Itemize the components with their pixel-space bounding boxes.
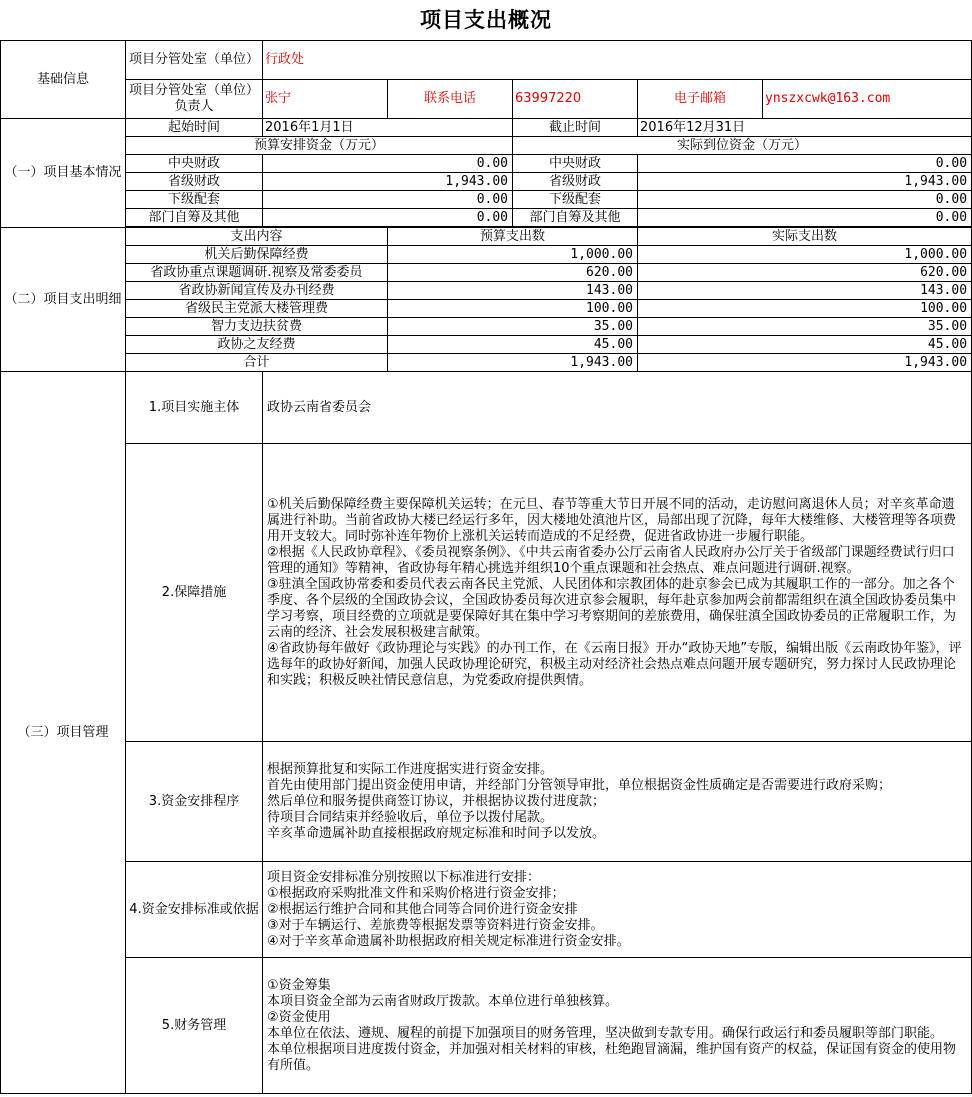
end-value: 2016年12月31日	[638, 119, 972, 137]
budget-amount: 0.00	[263, 209, 513, 227]
expense-actual: 143.00	[638, 282, 972, 300]
phone-value: 63997220	[513, 80, 638, 119]
management-item-text: ①机关后勤保障经费主要保障机关运转；在元旦、春节等重大节日开展不同的活动，走访慰问离退休人员；对辛亥革命遗属进行补助。当前省政协大楼已经运行多年，因大楼地处滇池片区，局部出现了沉降，每年大楼维修、大楼管理等各项费用开支较大。同时弥补连年物价上涨机关运转而造成的不足经费，促进省政协进一步履行职能。 ②根据《人民政协章程》、《委员视察条例》、《中共云南省委办公厅云南省人民政府办公厅关于省级部门课题经费试行归口管理的通知》等精神，省政协每年精心挑选并组织10个重点课题和社会热点、难点问题进行调研.视察。 ③驻滇全国政协常委和委员代表云南各民主党派、人民团体和宗教团体的赴京参会已成为其履职工作的一部分。加之各个季度、各个层级的全国政协会议，全国政协委员每次进京参会履职，每年赴京参加两会前都需组织在滇全国政协委员集中学习考察，项目经费的立项就是要保障好其在集中学习考察期间的差旅费用，确保驻滇全国政协委员的正常履职工作，为云南的经济、社会发展积极建言献策。 ④省政协每年做好《政协理论与实践》的办刊工作，在《云南日报》开办“政协天地”专版，编辑出版《云南政协年鉴》，评选每年的政协好新闻，加强人民政协理论研究，积极主动对经济社会热点难点问题开展专题研究，努力探讨人民政协理论和实践；积极反映社情民意信息，为党委政府提供舆情。	[263, 444, 972, 742]
actual-amount: 0.00	[638, 155, 972, 173]
phone-label: 联系电话	[388, 80, 513, 119]
expense-actual: 1,000.00	[638, 246, 972, 264]
fund-source-label: 中央财政	[513, 155, 638, 173]
expense-budget: 143.00	[388, 282, 638, 300]
start-label: 起始时间	[126, 119, 263, 137]
fund-source-label: 省级财政	[513, 173, 638, 191]
management-item-label: 5.财务管理	[126, 958, 263, 1094]
fund-source-label: 中央财政	[126, 155, 263, 173]
expense-item-label: 智力支边扶贫费	[126, 318, 388, 336]
fund-source-label: 下级配套	[513, 191, 638, 209]
page-title: 项目支出概况	[420, 8, 552, 32]
expense-budget: 35.00	[388, 318, 638, 336]
col-content-header: 支出内容	[126, 228, 388, 246]
expense-budget: 620.00	[388, 264, 638, 282]
management-item-text: 项目资金安排标准分别按照以下标准进行安排： ①根据政府采购批准文件和采购价格进行资金安排； ②根据运行维护合同和其他合同等合同价进行资金安排 ③对于车辆运行、差旅费等根据发票等资料进行资金安排。 ④对于辛亥革命遗属补助根据政府相关规定标准进行资金安排。	[263, 862, 972, 958]
expense-budget: 45.00	[388, 336, 638, 354]
email-value: ynszxcwk@163.com	[763, 80, 972, 119]
expense-item-label: 省政协新闻宣传及办刊经费	[126, 282, 388, 300]
start-value: 2016年1月1日	[263, 119, 513, 137]
head-value: 张宁	[263, 80, 388, 119]
total-actual: 1,943.00	[638, 354, 972, 372]
actual-amount: 1,943.00	[638, 173, 972, 191]
total-budget: 1,943.00	[388, 354, 638, 372]
management-item-text: 政协云南省委员会	[263, 372, 972, 444]
budget-funds-header: 预算安排资金（万元）	[126, 137, 513, 155]
fund-source-label: 省级财政	[126, 173, 263, 191]
email-label: 电子邮箱	[638, 80, 763, 119]
project-overview-table	[0, 40, 972, 1094]
management-section-label: （三）项目管理	[1, 372, 126, 1094]
budget-amount: 0.00	[263, 191, 513, 209]
expense-actual: 45.00	[638, 336, 972, 354]
basic-section-label: 基础信息	[1, 41, 126, 119]
budget-amount: 0.00	[263, 155, 513, 173]
fund-source-label: 部门自筹及其他	[513, 209, 638, 227]
expense-actual: 100.00	[638, 300, 972, 318]
management-item-label: 1.项目实施主体	[126, 372, 263, 444]
actual-amount: 0.00	[638, 191, 972, 209]
expense-budget: 1,000.00	[388, 246, 638, 264]
dept-value: 行政处	[263, 41, 972, 80]
management-item-text: ①资金筹集 本项目资金全部为云南省财政厅拨款。本单位进行单独核算。 ②资金使用 本单位在依法、遵规、履程的前提下加强项目的财务管理，坚决做到专款专用。确保行政运行和委员履职等部门职能。 本单位根据项目进度拨付资金，并加强对相关材料的审核，杜绝跑冒滴漏，维护国有资产的权益，保证国有资金的使用物有所值。	[263, 958, 972, 1094]
expense-item-label: 机关后勤保障经费	[126, 246, 388, 264]
expense-item-label: 省级民主党派大楼管理费	[126, 300, 388, 318]
fund-source-label: 部门自筹及其他	[126, 209, 263, 227]
col-actual-header: 实际支出数	[638, 228, 972, 246]
expense-actual: 620.00	[638, 264, 972, 282]
actual-amount: 0.00	[638, 209, 972, 227]
management-item-label: 4.资金安排标准或依据	[126, 862, 263, 958]
expense-budget: 100.00	[388, 300, 638, 318]
budget-amount: 1,943.00	[263, 173, 513, 191]
head-label: 项目分管处室（单位）负责人	[126, 80, 263, 119]
end-label: 截止时间	[513, 119, 638, 137]
management-item-label: 3.资金安排程序	[126, 742, 263, 862]
total-label: 合计	[126, 354, 388, 372]
detail-section-label: （二）项目支出明细	[1, 228, 126, 372]
dept-label: 项目分管处室（单位）	[126, 41, 263, 80]
management-item-label: 2.保障措施	[126, 444, 263, 742]
expense-item-label: 省政协重点课题调研.视察及常委委员	[126, 264, 388, 282]
expense-item-label: 政协之友经费	[126, 336, 388, 354]
fund-source-label: 下级配套	[126, 191, 263, 209]
project-section-label: （一）项目基本情况	[1, 119, 126, 228]
col-budget-header: 预算支出数	[388, 228, 638, 246]
management-item-text: 根据预算批复和实际工作进度据实进行资金安排。 首先由使用部门提出资金使用申请，并经部门分管领导审批，单位根据资金性质确定是否需要进行政府采购； 然后单位和服务提供商签订协议，并根据协议拨付进度款； 待项目合同结束并经验收后，单位予以拨付尾款。 辛亥革命遗属补助直接根据政府规定标准和时间予以发放。	[263, 742, 972, 862]
actual-funds-header: 实际到位资金（万元）	[513, 137, 972, 155]
expense-actual: 35.00	[638, 318, 972, 336]
